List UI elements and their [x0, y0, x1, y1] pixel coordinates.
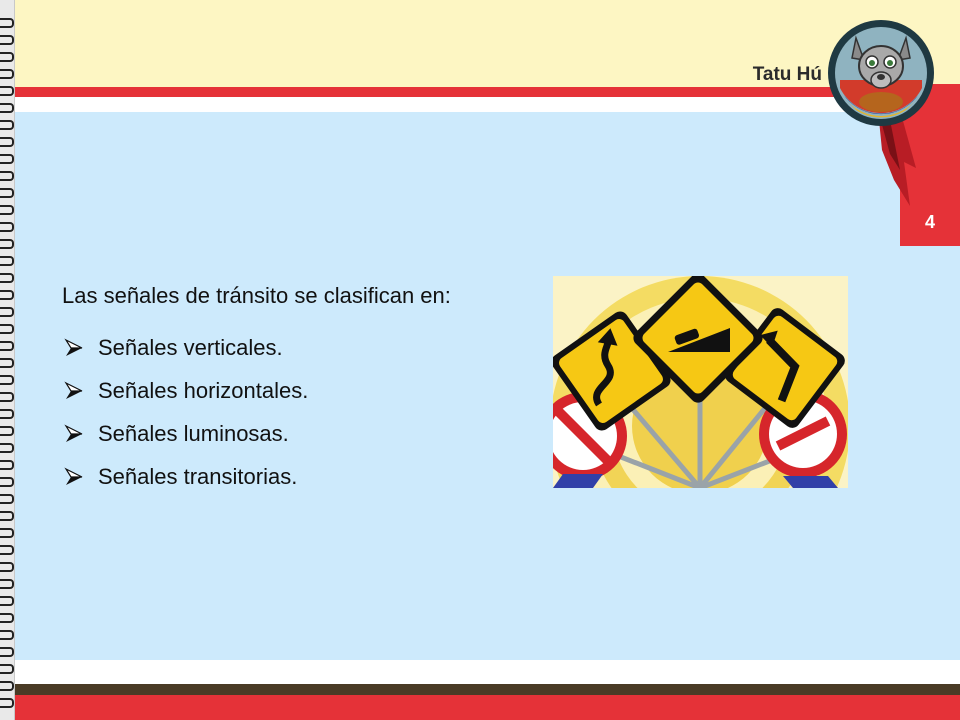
intro-text: Las señales de tránsito se clasifican en:	[62, 283, 451, 308]
list-item-label: Señales horizontales.	[98, 377, 309, 403]
binding-ring	[0, 341, 14, 351]
slide-content	[62, 280, 451, 498]
binding-ring	[0, 307, 14, 317]
binding-ring	[0, 664, 14, 674]
spiral-binding	[0, 0, 15, 720]
binding-ring	[0, 613, 14, 623]
header-white-gap	[0, 97, 960, 112]
arrow-bullet-icon	[62, 467, 86, 487]
list-item-label: Señales verticales.	[98, 334, 283, 360]
bullet-list	[62, 326, 451, 498]
list-item	[62, 455, 451, 498]
binding-ring	[0, 511, 14, 521]
binding-ring	[0, 358, 14, 368]
footer-white-gap	[0, 660, 960, 684]
binding-ring	[0, 460, 14, 470]
binding-ring	[0, 35, 14, 45]
binding-ring	[0, 545, 14, 555]
header-red-stripe	[0, 87, 960, 97]
arrow-bullet-icon	[62, 338, 86, 358]
page-number: 4	[924, 212, 935, 232]
binding-ring	[0, 171, 14, 181]
binding-ring	[0, 188, 14, 198]
binding-ring	[0, 579, 14, 589]
binding-ring	[0, 528, 14, 538]
binding-ring	[0, 256, 14, 266]
binding-ring	[0, 205, 14, 215]
list-item-label: Señales luminosas.	[98, 420, 289, 446]
list-item-label: Señales transitorias.	[98, 463, 298, 489]
binding-ring	[0, 103, 14, 113]
list-item	[62, 326, 451, 369]
binding-ring	[0, 375, 14, 385]
binding-ring	[0, 426, 14, 436]
binding-ring	[0, 290, 14, 300]
binding-ring	[0, 647, 14, 657]
list-item	[62, 369, 451, 412]
binding-ring	[0, 443, 14, 453]
binding-ring	[0, 86, 14, 96]
binding-ring	[0, 409, 14, 419]
binding-ring	[0, 494, 14, 504]
binding-ring	[0, 273, 14, 283]
footer-brown-stripe	[0, 684, 960, 695]
list-item	[62, 412, 451, 455]
binding-ring	[0, 69, 14, 79]
arrow-bullet-icon	[62, 424, 86, 444]
binding-ring	[0, 392, 14, 402]
binding-ring	[0, 324, 14, 334]
binding-ring	[0, 562, 14, 572]
binding-ring	[0, 154, 14, 164]
binding-ring	[0, 52, 14, 62]
binding-ring	[0, 239, 14, 249]
brand-name: Tatu Hú	[752, 64, 822, 85]
binding-ring	[0, 477, 14, 487]
binding-ring	[0, 681, 14, 691]
binding-ring	[0, 222, 14, 232]
binding-ring	[0, 596, 14, 606]
footer-red-band	[0, 695, 960, 720]
traffic-signs-illustration	[553, 276, 848, 488]
binding-ring	[0, 630, 14, 640]
binding-ring	[0, 18, 14, 28]
armadillo-logo-icon	[826, 18, 936, 128]
arrow-bullet-icon	[62, 381, 86, 401]
binding-ring	[0, 120, 14, 130]
binding-ring	[0, 137, 14, 147]
binding-ring	[0, 698, 14, 708]
